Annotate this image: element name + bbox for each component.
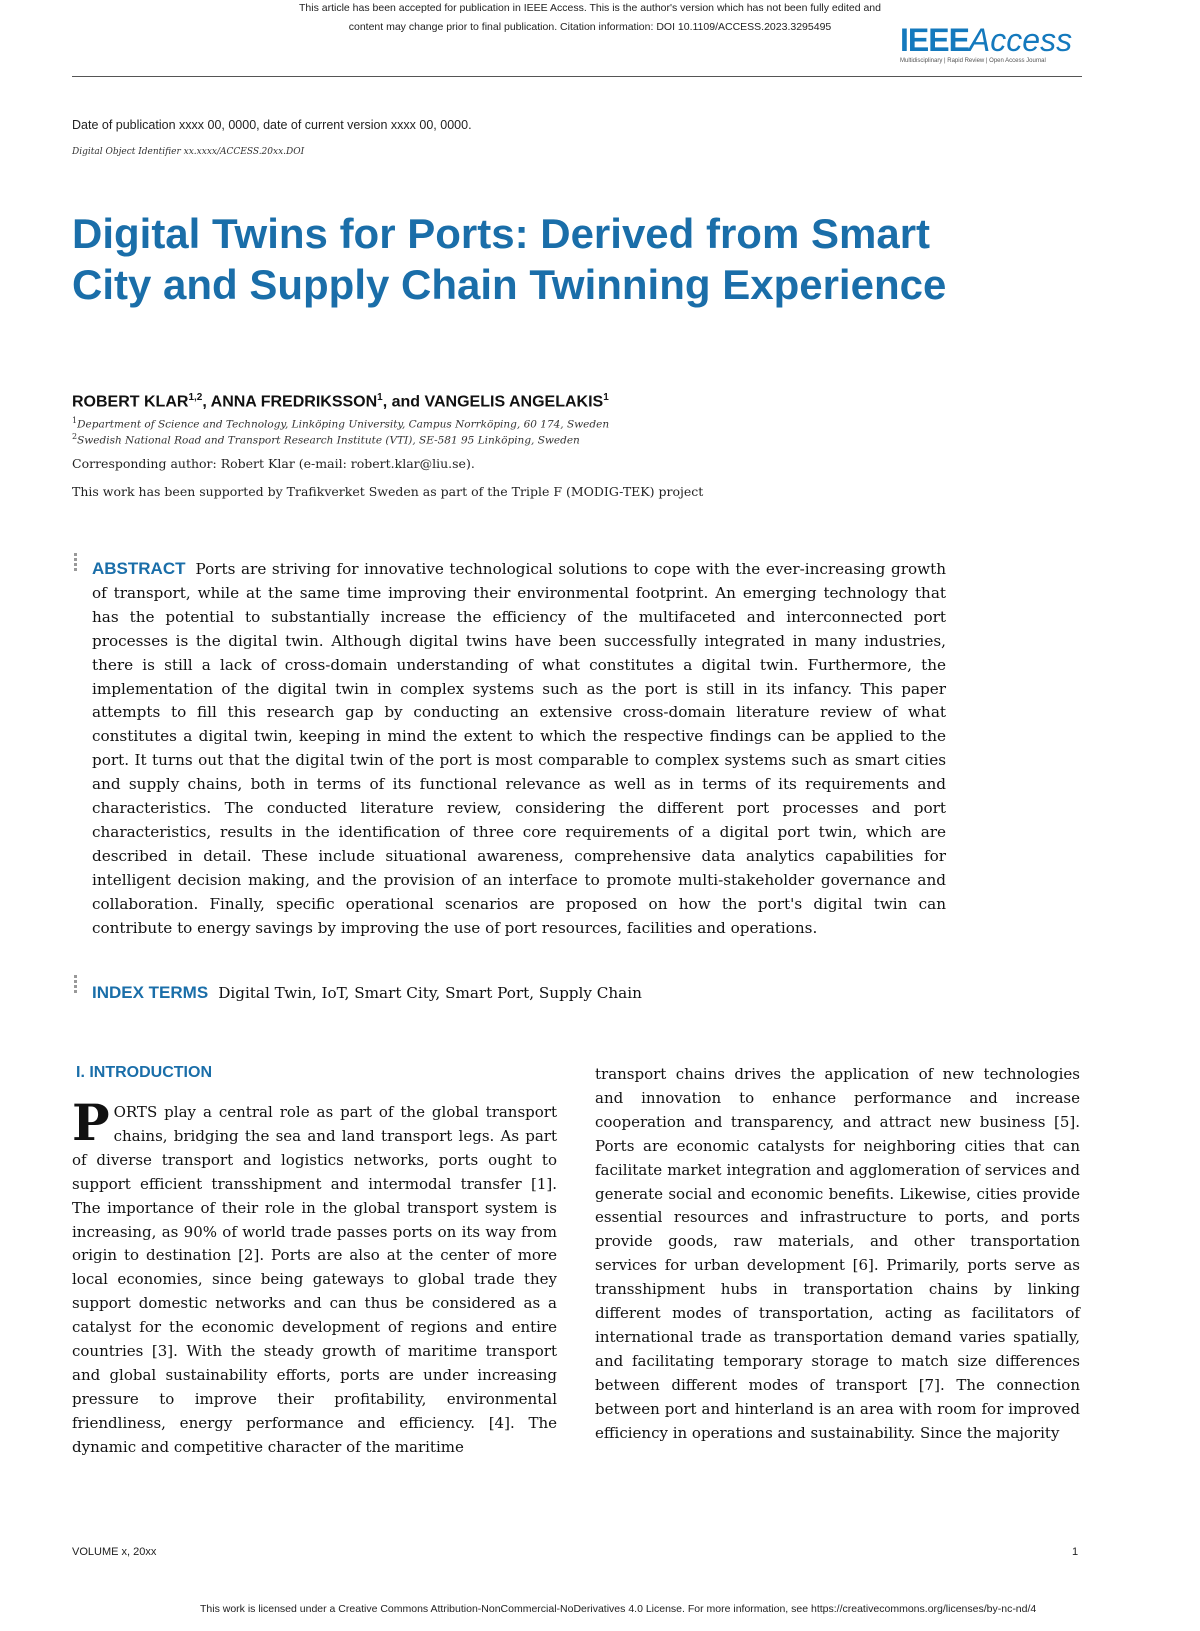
abstract xyxy=(92,557,946,941)
publication-date: Date of publication xxxx 00, 0000, date of current version xxxx 00, 0000. xyxy=(72,118,472,132)
volume-label: VOLUME x, 20xx xyxy=(72,1546,157,1558)
affiliation-2-mark: 2 xyxy=(72,432,78,441)
drop-cap: P xyxy=(72,1093,110,1152)
paper-title: Digital Twins for Ports: Derived from Smart City and Supply Chain Twinning Experience xyxy=(72,210,947,308)
logo-access-text: Access xyxy=(968,22,1073,58)
affiliation-1 xyxy=(72,416,609,431)
funding-note: This work has been supported by Trafikverket Sweden as part of the Triple F (MODIG-TEK) project xyxy=(72,484,704,499)
affiliation-1-text: Department of Science and Technology, Linköping University, Campus Norrköping, 60 174, Sweden xyxy=(77,418,610,431)
notice-line-1: This article has been accepted for publication in IEEE Access. This is the author's version which has not been fully edited and xyxy=(299,2,881,14)
index-terms-marker xyxy=(74,975,77,995)
author-list xyxy=(72,392,609,411)
abstract-marker xyxy=(74,553,77,573)
license-notice: This work is licensed under a Creative Commons Attribution-NonCommercial-NoDerivatives 4.0 License. For more information, see https://creativecommons.org/licenses/by-nc-nd/4 xyxy=(200,1603,1037,1615)
author-1: ROBERT KLAR xyxy=(72,393,189,411)
doi-line: Digital Object Identifier xx.xxxx/ACCESS.20xx.DOI xyxy=(72,147,305,157)
index-terms xyxy=(92,981,946,1005)
logo-ieee-text: IEEE xyxy=(900,22,969,58)
notice-line-2: content may change prior to final publication. Citation information: DOI 10.1109/ACCESS.2023.3295495 xyxy=(348,21,832,33)
ieee-access-logo xyxy=(900,22,1080,64)
author-1-affiliation-mark: 1,2 xyxy=(188,392,203,403)
author-2: , ANNA FREDRIKSSON xyxy=(202,393,378,411)
author-3: , and VANGELIS ANGELAKIS xyxy=(382,393,604,411)
affiliation-2 xyxy=(72,432,580,447)
header-divider xyxy=(72,76,1082,77)
logo-tagline: Multidisciplinary | Rapid Review | Open Access Journal xyxy=(900,58,1046,64)
page-number: 1 xyxy=(1072,1546,1079,1558)
abstract-text: Ports are striving for innovative technological solutions to cope with the ever-increasing growth of transport, while at the same time improving their environmental footprint. An emerging technology that has the potential to substantially increase the efficiency of the multifaceted and interconnected port processes is the digital twin. Although digital twins have been successfully integrated in many industries, there is still a lack of cross-domain understanding of what constitutes a digital twin. Furthermore, the implementation of the digital twin in complex systems such as the port is still in its infancy. This paper attempts to fill this research gap by conducting an extensive cross-domain literature review of what constitutes a digital twin, keeping in mind the extent to which the respective findings can be applied to the port. It turns out that the digital twin of the port is most comparable to complex systems such as smart cities and supply chains, both in terms of its functional relevance as well as in terms of its requirements and characteristics. The conducted literature review, considering the different port processes and port characteristics, results in the identification of three core requirements of a digital port twin, which are described in detail. These include situational awareness, comprehensive data analytics capabilities for intelligent decision making, and the provision of an interface to promote multi-stakeholder governance and collaboration. Finally, specific operational scenarios are proposed on how the port's digital twin can contribute to energy savings by improving the use of port resources, facilities and operations. xyxy=(92,560,946,937)
index-terms-label: INDEX TERMS xyxy=(92,983,209,1002)
intro-right-column: transport chains drives the application of new technologies and innovation to enhance performance and increase cooperation and transparency, and attract new business [5]. Ports are economic catalysts for neighboring cities that can facilitate market integration and agglomeration of services and generate social and economic benefits. Likewise, cities provide essential resources and infrastructure to ports, and ports provide goods, raw materials, and other transportation services for urban development [6]. Primarily, ports serve as transshipment hubs in transportation chains by linking different modes of transportation, acting as facilitators of international trade as transportation demand varies spatially, and facilitating temporary storage to match size differences between different modes of transport [7]. The connection between port and hinterland is an area with room for improved efficiency in operations and sustainability. Since the majority xyxy=(595,1065,1080,1442)
affiliation-1-mark: 1 xyxy=(72,416,78,425)
author-3-affiliation-mark: 1 xyxy=(603,392,609,403)
intro-left-column xyxy=(72,1093,557,1460)
author-2-affiliation-mark: 1 xyxy=(377,392,383,403)
index-terms-text: Digital Twin, IoT, Smart City, Smart Port, Supply Chain xyxy=(218,984,642,1002)
section-heading-introduction: I. INTRODUCTION xyxy=(76,1064,212,1081)
intro-left-text: ORTS play a central role as part of the global transport chains, bridging the sea and land transport legs. As part of diverse transport and logistics networks, ports ought to support efficient transshipment and intermodal transfer [1]. The importance of their role in the global transport system is increasing, as 90% of world trade passes ports on its way from origin to destination [2]. Ports are also at the center of more local economies, since being gateways to global trade they support domestic networks and can thus be considered as a catalyst for the economic development of regions and entire countries [3]. With the steady growth of maritime transport and global sustainability efforts, ports are under increasing pressure to improve their profitability, environmental friendliness, energy performance and efficiency. [4]. The dynamic and competitive character of the maritime xyxy=(72,1103,557,1456)
abstract-label: ABSTRACT xyxy=(92,559,186,578)
affiliation-2-text: Swedish National Road and Transport Research Institute (VTI), SE-581 95 Linköping, Sweden xyxy=(77,434,580,447)
corresponding-author: Corresponding author: Robert Klar (e-mail: robert.klar@liu.se). xyxy=(72,456,475,471)
